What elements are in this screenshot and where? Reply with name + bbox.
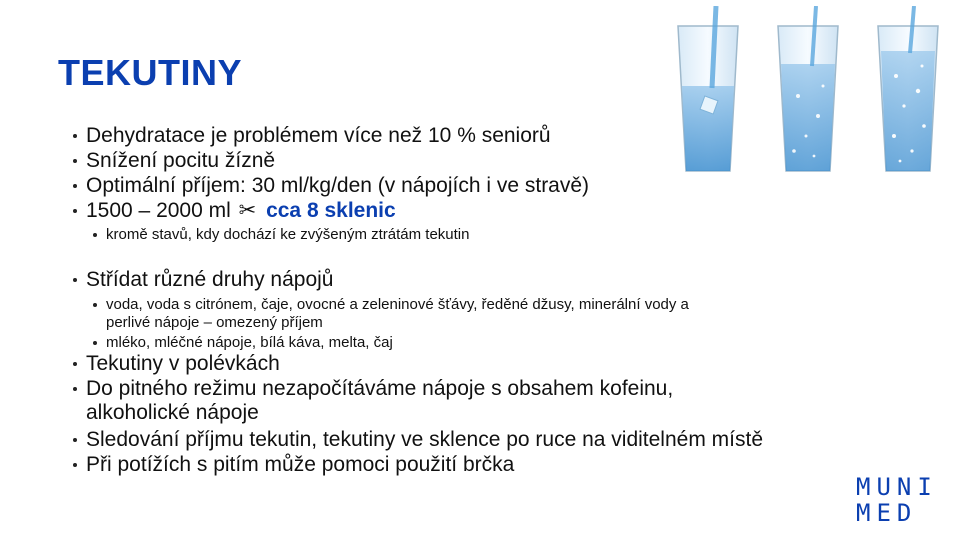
bullet <box>73 184 77 188</box>
sub-list-item-continuation <box>106 314 323 331</box>
list-item <box>86 174 589 198</box>
page-title: TEKUTINY <box>58 52 242 93</box>
sub-list-item <box>106 334 393 351</box>
list-item <box>86 428 763 452</box>
bullet <box>73 362 77 366</box>
list-item <box>86 199 396 223</box>
bullet <box>93 341 97 345</box>
bullet <box>73 278 77 282</box>
sub-list-item <box>106 226 469 243</box>
muni-med-logo <box>856 474 938 526</box>
bullet <box>73 209 77 213</box>
list-item-text: Do pitného režimu nezapočítáváme nápoje s obsahem kofeinu, <box>86 377 674 400</box>
list-item <box>86 124 551 148</box>
bullet <box>73 463 77 467</box>
list-item <box>86 377 673 401</box>
list-item-text: Při potížích s pitím může pomoci použití brčka <box>86 453 515 476</box>
list-item-continuation <box>86 401 259 425</box>
sub-list-item-text: kromě stavů, kdy dochází ke zvýšeným ztrátám tekutin <box>106 226 470 243</box>
list-item-text: Snížení pocitu žízně <box>86 149 276 172</box>
bullet <box>93 233 97 237</box>
list-item <box>86 453 514 477</box>
logo-line-2: MED <box>856 499 918 527</box>
bullet <box>93 303 97 307</box>
bullet <box>73 159 77 163</box>
list-item <box>86 352 280 376</box>
scissors-icon: ✂ <box>238 199 257 222</box>
sub-list-item-text: mléko, mléčné nápoje, bílá káva, melta, čaj <box>106 334 393 351</box>
sub-list-item-text: perlivé nápoje – omezený příjem <box>106 314 323 331</box>
bullet <box>73 438 77 442</box>
list-item <box>86 268 334 292</box>
sub-list-item-text: voda, voda s citrónem, čaje, ovocné a zeleninové šťávy, ředěné džusy, minerální vody a <box>106 296 689 313</box>
accent-text: cca 8 sklenic <box>266 199 396 222</box>
sub-list-item <box>106 296 689 313</box>
list-item-text: Tekutiny v polévkách <box>86 352 280 375</box>
list-item-text: Dehydratace je problémem více než 10 % seniorů <box>86 124 551 147</box>
list-item-text: 1500 – 2000 ml <box>86 199 231 222</box>
list-item-text: alkoholické nápoje <box>86 401 259 424</box>
bullet <box>73 387 77 391</box>
bullet <box>73 134 77 138</box>
list-item-text: Sledování příjmu tekutin, tekutiny ve sklence po ruce na viditelném místě <box>86 428 764 451</box>
list-item <box>86 149 275 173</box>
list-item-text: Optimální příjem: 30 ml/kg/den (v nápojích i ve stravě) <box>86 174 590 197</box>
logo-line-1: MUNI <box>856 473 938 501</box>
list-item-text: Střídat různé druhy nápojů <box>86 268 334 291</box>
